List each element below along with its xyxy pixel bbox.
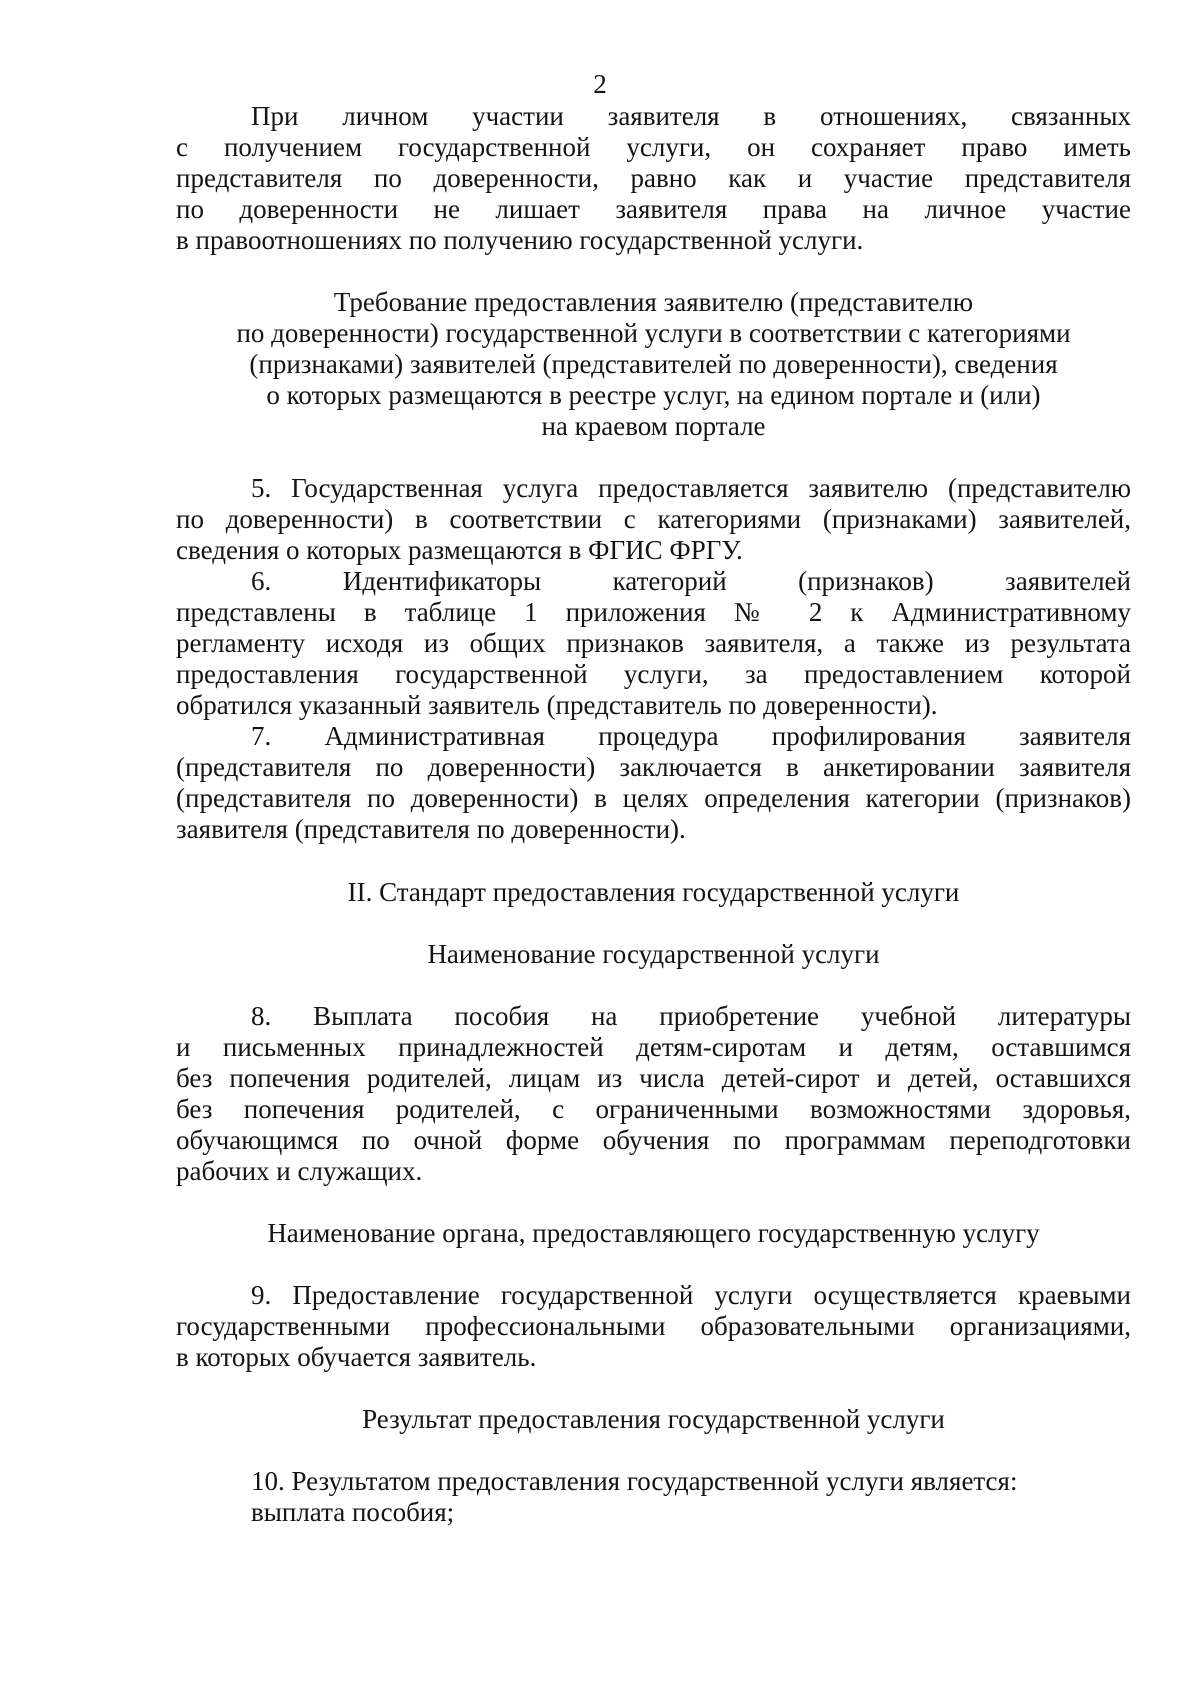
paragraph-line: 9. Предоставление государственной услуги осуществляется краевыми: [251, 1280, 1131, 1310]
paragraph-line: по доверенности не лишает заявителя права на личное участие: [176, 194, 1131, 224]
paragraph-line: с получением государственной услуги, он сохраняет право иметь: [176, 132, 1131, 162]
heading-line: по доверенности) государственной услуги в соответствии с категориями: [236, 318, 1071, 348]
heading-line: Требование предоставления заявителю (представителю: [333, 287, 974, 317]
paragraph-line: обучающимся по очной форме обучения по программам переподготовки: [176, 1125, 1131, 1155]
heading-line: о которых размещаются в реестре услуг, на едином портале и (или): [266, 380, 1041, 410]
paragraph-line: заявителя (представителя по доверенности).: [176, 814, 686, 844]
paragraph-line: 10. Результатом предоставления государственной услуги является:: [251, 1466, 1018, 1496]
paragraph-line: без попечения родителей, лицам из числа детей-сирот и детей, оставшихся: [176, 1063, 1131, 1093]
paragraph-line: сведения о которых размещаются в ФГИС ФРГУ.: [176, 535, 743, 565]
heading-authority-name: Наименование органа, предоставляющего государственную услугу: [267, 1218, 1040, 1248]
paragraph-line: 7. Административная процедура профилирования заявителя: [251, 721, 1131, 751]
paragraph-line: 6. Идентификаторы категорий (признаков) заявителей: [251, 566, 1131, 596]
paragraph-line: в которых обучается заявитель.: [176, 1342, 537, 1372]
paragraph-line: 8. Выплата пособия на приобретение учебной литературы: [251, 1001, 1131, 1031]
paragraph-line: (представителя по доверенности) заключается в анкетировании заявителя: [176, 752, 1131, 782]
paragraph-line: 5. Государственная услуга предоставляется заявителю (представителю: [251, 473, 1131, 503]
paragraph-line: по доверенности) в соответствии с категориями (признаками) заявителей,: [176, 504, 1131, 534]
paragraph-line: рабочих и служащих.: [176, 1156, 423, 1186]
paragraph-line: выплата пособия;: [251, 1497, 455, 1527]
heading-line: на краевом портале: [541, 411, 766, 441]
paragraph-line: представителя по доверенности, равно как и участие представителя: [176, 163, 1131, 193]
heading-line: (признаками) заявителей (представителей по доверенности), сведения: [249, 349, 1058, 379]
paragraph-line: При личном участии заявителя в отношениях, связанных: [251, 101, 1131, 131]
paragraph-line: и письменных принадлежностей детям-сиротам и детям, оставшимся: [176, 1032, 1131, 1062]
section-heading: II. Стандарт предоставления государственной услуги: [347, 877, 960, 907]
heading-service-result: Результат предоставления государственной услуги: [362, 1404, 945, 1434]
paragraph-line: обратился указанный заявитель (представитель по доверенности).: [176, 690, 938, 720]
heading-service-name: Наименование государственной услуги: [427, 939, 880, 969]
paragraph-line: (представителя по доверенности) в целях определения категории (признаков): [176, 783, 1131, 813]
paragraph-line: регламенту исходя из общих признаков заявителя, а также из результата: [176, 628, 1131, 658]
paragraph-line: представлены в таблице 1 приложения № 2 к Административному: [176, 597, 1131, 627]
paragraph-line: предоставления государственной услуги, за предоставлением которой: [176, 659, 1131, 689]
page-number: 2: [593, 69, 607, 99]
paragraph-line: без попечения родителей, с ограниченными возможностями здоровья,: [176, 1094, 1131, 1124]
paragraph-line: государственными профессиональными образовательными организациями,: [176, 1311, 1131, 1341]
paragraph-line: в правоотношениях по получению государственной услуги.: [176, 225, 864, 255]
